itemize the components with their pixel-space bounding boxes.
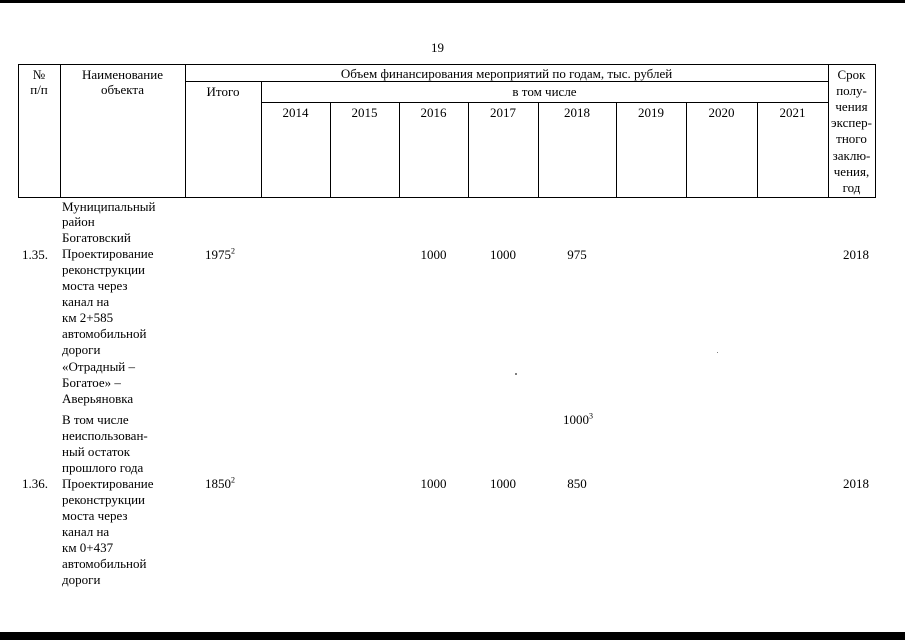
row-value-2016: 1000 (420, 476, 447, 491)
row-name-line: канал на (62, 294, 110, 309)
header-year-2016: 2016 (420, 105, 447, 120)
row-name-line: дороги (62, 572, 101, 587)
row-name-line: автомобильной (62, 556, 147, 571)
row-value-2018-number: 1000 (563, 412, 589, 427)
header-including-label: в том числе (512, 84, 577, 99)
row-name-line: Богатое» – (62, 375, 121, 390)
row-number: 1.35. (22, 247, 48, 262)
header-num-sublabel: п/п (30, 82, 48, 97)
header-year-2020: 2020 (708, 105, 735, 120)
row-total-footnote: 2 (231, 475, 235, 485)
row-name-line: В том числе (62, 412, 129, 427)
row-name-line: дороги (62, 342, 101, 357)
header-year-2018: 2018 (564, 105, 590, 120)
top-border (0, 0, 905, 3)
row-value-2016: 1000 (420, 247, 447, 262)
row-name-line: автомобильной (62, 326, 147, 341)
header-top-rule (18, 64, 875, 65)
header-total-label: Итого (206, 84, 240, 99)
section-line: Муниципальный (62, 199, 156, 214)
header-year-2017: 2017 (490, 105, 516, 120)
row-name-line: канал на (62, 524, 110, 539)
row-name-line: прошлого года (62, 460, 144, 475)
term-line: заклю- (832, 148, 871, 163)
row-value-2018 (563, 412, 593, 427)
row-name-line: км 0+437 (62, 540, 114, 555)
including-rule (261, 102, 828, 103)
header-funding-title: Объем финансирования мероприятий по годам, тыс. рублей (340, 66, 673, 81)
term-line: год (842, 180, 861, 195)
row-total-value: 1975 (205, 247, 231, 262)
header-name-label: Наименование (82, 67, 163, 82)
row-term: 2018 (843, 476, 869, 491)
row-value-2017: 1000 (490, 476, 516, 491)
row-total (205, 476, 235, 491)
header-name-sublabel: объекта (100, 82, 145, 97)
row-total-value: 1850 (205, 476, 231, 491)
row-name-line: реконструкции (62, 492, 146, 507)
row-term: 2018 (843, 247, 869, 262)
header-bottom-rule (18, 197, 875, 198)
header-year-2015: 2015 (351, 105, 378, 120)
header-year-2021: 2021 (779, 105, 806, 120)
row-value-2018: 850 (567, 476, 587, 491)
row-value-2017: 1000 (490, 247, 516, 262)
section-line: Богатовский (62, 230, 131, 245)
term-line: чения, (833, 164, 870, 179)
row-number: 1.36. (22, 476, 48, 491)
row-name-line: моста через (62, 508, 128, 523)
row-total-footnote: 2 (231, 246, 235, 256)
section-line: район (62, 214, 95, 229)
header-num-label: № (32, 67, 46, 82)
scan-speck (717, 352, 718, 353)
row-name-line: Проектирование (62, 476, 154, 491)
scan-speck (515, 373, 517, 375)
row-name-line: км 2+585 (62, 310, 114, 325)
row-name-line: «Отрадный – (62, 359, 136, 374)
row-name-line: Проектирование (62, 246, 154, 261)
funding-title-rule (185, 81, 828, 82)
col-rule-12 (875, 64, 876, 198)
row-name-line: моста через (62, 278, 128, 293)
bottom-border (0, 632, 905, 640)
row-name-line: ный остаток (62, 444, 131, 459)
page-number: 19 (431, 40, 444, 55)
header-year-2019: 2019 (638, 105, 664, 120)
term-line: Срок (837, 67, 866, 82)
header-year-2014: 2014 (282, 105, 309, 120)
row-total (205, 247, 235, 262)
term-line: экспер- (831, 115, 872, 130)
row-name-line: реконструкции (62, 262, 146, 277)
row-name-line: Аверьяновка (62, 391, 134, 406)
term-line: тного (836, 131, 867, 146)
term-line: чения (835, 99, 868, 114)
row-value-2018: 975 (567, 247, 587, 262)
row-name-line: неиспользован- (62, 428, 148, 443)
row-value-footnote: 3 (589, 411, 593, 421)
term-line: полу- (836, 83, 867, 98)
